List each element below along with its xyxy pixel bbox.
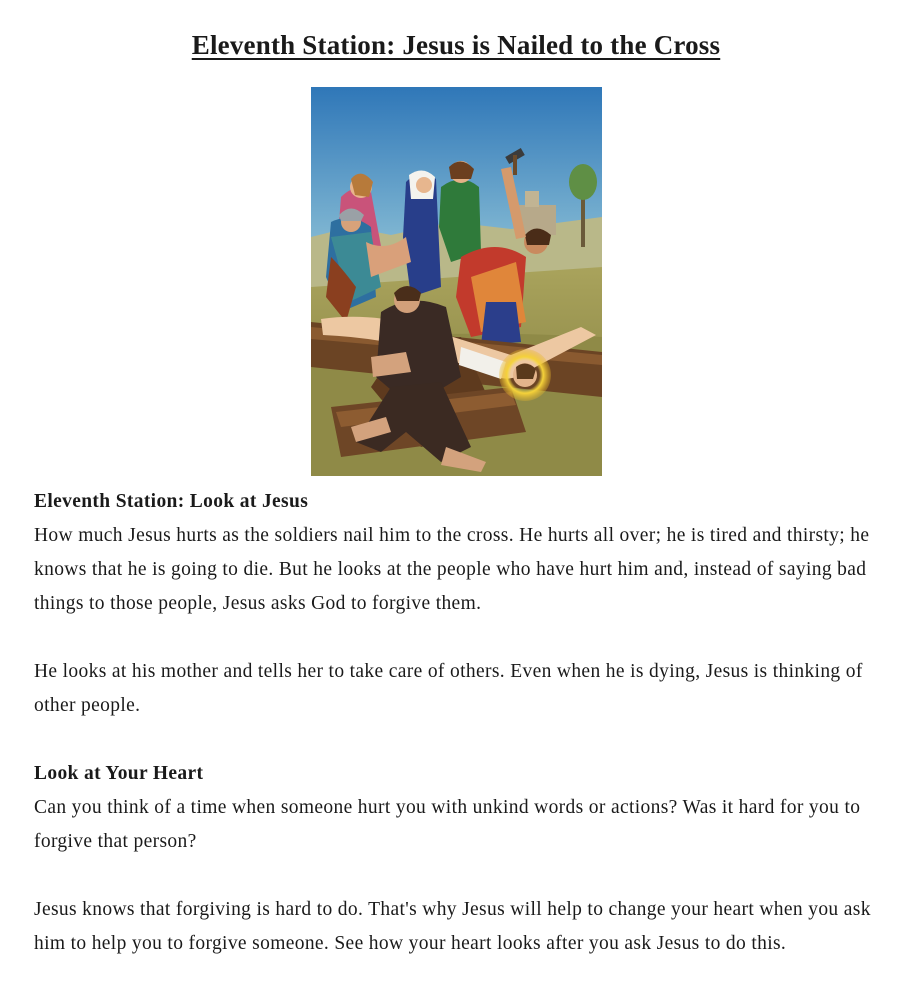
crucifixion-painting — [311, 87, 602, 476]
section-heading-look-at-your-heart: Look at Your Heart — [34, 763, 204, 784]
page-title: Eleventh Station: Jesus is Nailed to the Cross — [191, 30, 721, 60]
section-heading-look-at-jesus: Eleventh Station: Look at Jesus — [34, 491, 309, 512]
paragraph: Can you think of a time when someone hurt you with unkind words or actions? Was it hard for you to forgive that person? — [34, 797, 861, 852]
paragraph: Jesus knows that forgiving is hard to do. That's why Jesus will help to change your heart when you ask him to help you to forgive someone. See how your heart looks after you ask Jesus to do this. — [34, 899, 871, 954]
paragraph: How much Jesus hurts as the soldiers nail him to the cross. He hurts all over; he is tired and thirsty; he knows that he is going to die. But he looks at the people who have hurt him and, instead of saying bad things to those people, Jesus asks God to forgive them. — [34, 525, 870, 614]
station-text — [34, 485, 884, 961]
paragraph: He looks at his mother and tells her to take care of others. Even when he is dying, Jesus is thinking of other people. — [34, 661, 863, 716]
